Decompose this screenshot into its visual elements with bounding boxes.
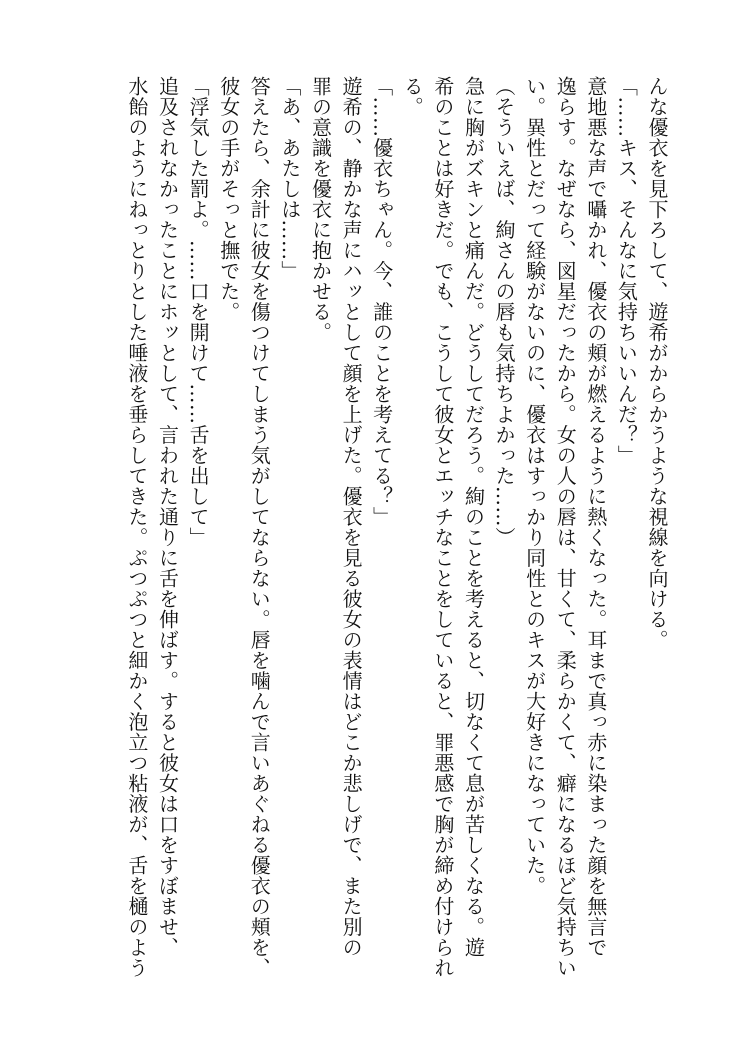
text-line: 「……キス、そんなに気持ちいいんだ？」 <box>614 76 639 466</box>
text-line: 逸らす。なぜなら、図星だったから。女の人の唇は、甘くて、柔らかくて、癖になるほど気持ちい <box>553 76 578 978</box>
vertical-text-body <box>121 76 672 976</box>
text-line: 「あ、あたしは……」 <box>277 76 302 281</box>
text-line: 遊希の、静かな声にハッとして顔を上げた。優衣を見る彼女の表情はどこか悲しげで、また別の <box>339 76 364 958</box>
text-line: 罪の意識を優衣に抱かせる。 <box>308 76 333 343</box>
text-line: い。異性とだって経験がないのに、優衣はすっかり同性とのキスが大好きになっていた。 <box>522 76 547 896</box>
text-line: 「浮気した罰よ。……口を開けて……舌を出して」 <box>186 76 211 548</box>
text-line: 意地悪な声で囁かれ、優衣の頬が燃えるように熱くなった。耳まで真っ赤に染まった顔を無言で <box>583 76 608 958</box>
text-line: 「……優衣ちゃん。今、誰のことを考えてる？」 <box>369 76 394 527</box>
text-line: 希のことは好きだ。でも、こうして彼女とエッチなことをしていると、罪悪感で胸が締め付けられ <box>430 76 455 978</box>
text-line: 追及されなかったことにホッとして、言われた通りに舌を伸ばす。すると彼女は口をすぼませ、 <box>155 76 180 958</box>
text-line: る。 <box>400 76 425 117</box>
text-line: （そういえば、絢さんの唇も気持ちよかった……） <box>492 76 517 548</box>
text-line: 答えたら、余計に彼女を傷つけてしまう気がしてならない。唇を噛んで言いあぐねる優衣の頬を、 <box>247 76 272 978</box>
text-line: 彼女の手がそっと撫でた。 <box>216 76 241 322</box>
text-line: 水飴のようにねっとりとした唾液を垂らしてきた。ぷつぷつと細かく泡立つ粘液が、舌を樋のよう <box>124 76 149 978</box>
text-line: んな優衣を見下ろして、遊希がからかうような視線を向ける。 <box>645 76 669 650</box>
text-line: 急に胸がズキンと痛んだ。どうしてだろう。絢のことを考えると、切なくて息が苦しくなる。遊 <box>461 76 486 958</box>
